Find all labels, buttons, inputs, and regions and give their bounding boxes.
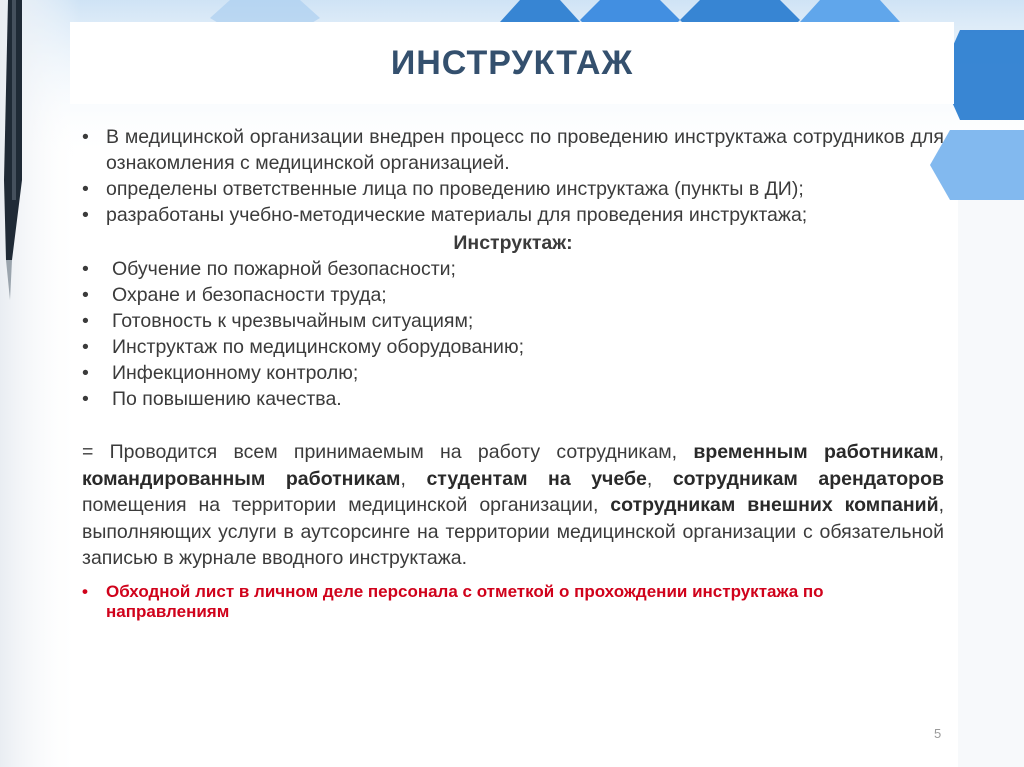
subheading: Инструктаж: (453, 232, 573, 254)
red-note (82, 582, 944, 622)
topic-item (82, 282, 944, 308)
bullet-item (82, 176, 944, 202)
topic-item (82, 360, 944, 386)
bullet-marker: • (82, 310, 89, 332)
topic-text: По повышению качества. (112, 388, 342, 410)
bullet-marker: • (82, 336, 89, 358)
bullet-marker: • (82, 204, 89, 226)
para-text: , (400, 467, 427, 490)
topic-text: Инструктаж по медицинскому оборудованию; (112, 336, 524, 358)
bullet-text: В медицинской организации внедрен процесс по проведению инструктажа сотрудников для ознакомления с медицинской организацией. (106, 126, 944, 174)
page-number: 5 (934, 726, 942, 741)
topic-text: Инфекционному контролю; (112, 362, 359, 384)
bullet-item (82, 202, 944, 228)
bullet-marker: • (82, 126, 89, 148)
bullet-text: определены ответственные лица по проведению инструктажа (пункты в ДИ); (106, 178, 804, 200)
topic-text: Охране и безопасности труда; (112, 284, 387, 306)
topic-item (82, 334, 944, 360)
topic-item (82, 386, 944, 412)
para-text: = Проводится всем принимаемым на работу сотрудникам, (82, 441, 694, 463)
topic-item (82, 308, 944, 334)
para-bold: временным работникам (693, 441, 939, 463)
title-box (70, 22, 954, 104)
red-note-text: Обходной лист в личном деле персонала с отметкой о прохождении инструктажа по направлениям (106, 581, 824, 621)
bullet-marker: • (82, 362, 89, 384)
para-text: , выполняющих услуги в аутсорсинге на территории медицинской организации с обязательной записью в журнале вводного инструктажа. (82, 494, 944, 569)
bullet-marker: • (82, 388, 89, 410)
slide-content (82, 124, 944, 622)
para-bold: командированным работникам (82, 467, 401, 490)
topic-item (82, 256, 944, 282)
para-text: , (646, 467, 673, 490)
target-audience-paragraph (82, 439, 944, 572)
bullet-marker: • (82, 258, 89, 280)
para-text: помещения на территории медицинской организации, (82, 494, 611, 516)
para-text: , (938, 441, 944, 463)
bullet-marker: • (82, 581, 88, 601)
bullet-text: разработаны учебно-методические материалы для проведения инструктажа; (106, 204, 808, 226)
bullet-marker: • (82, 284, 89, 306)
bullet-item (82, 124, 944, 176)
para-bold: сотрудникам арендаторов (672, 467, 944, 490)
bullet-marker: • (82, 178, 89, 200)
topic-text: Готовность к чрезвычайным ситуациям; (112, 310, 474, 332)
para-bold: студентам на учебе (426, 467, 647, 490)
topic-text: Обучение по пожарной безопасности; (112, 258, 456, 280)
slide-title: ИНСТРУКТАЖ (390, 43, 634, 82)
para-bold: сотрудникам внешних компаний (610, 494, 939, 516)
